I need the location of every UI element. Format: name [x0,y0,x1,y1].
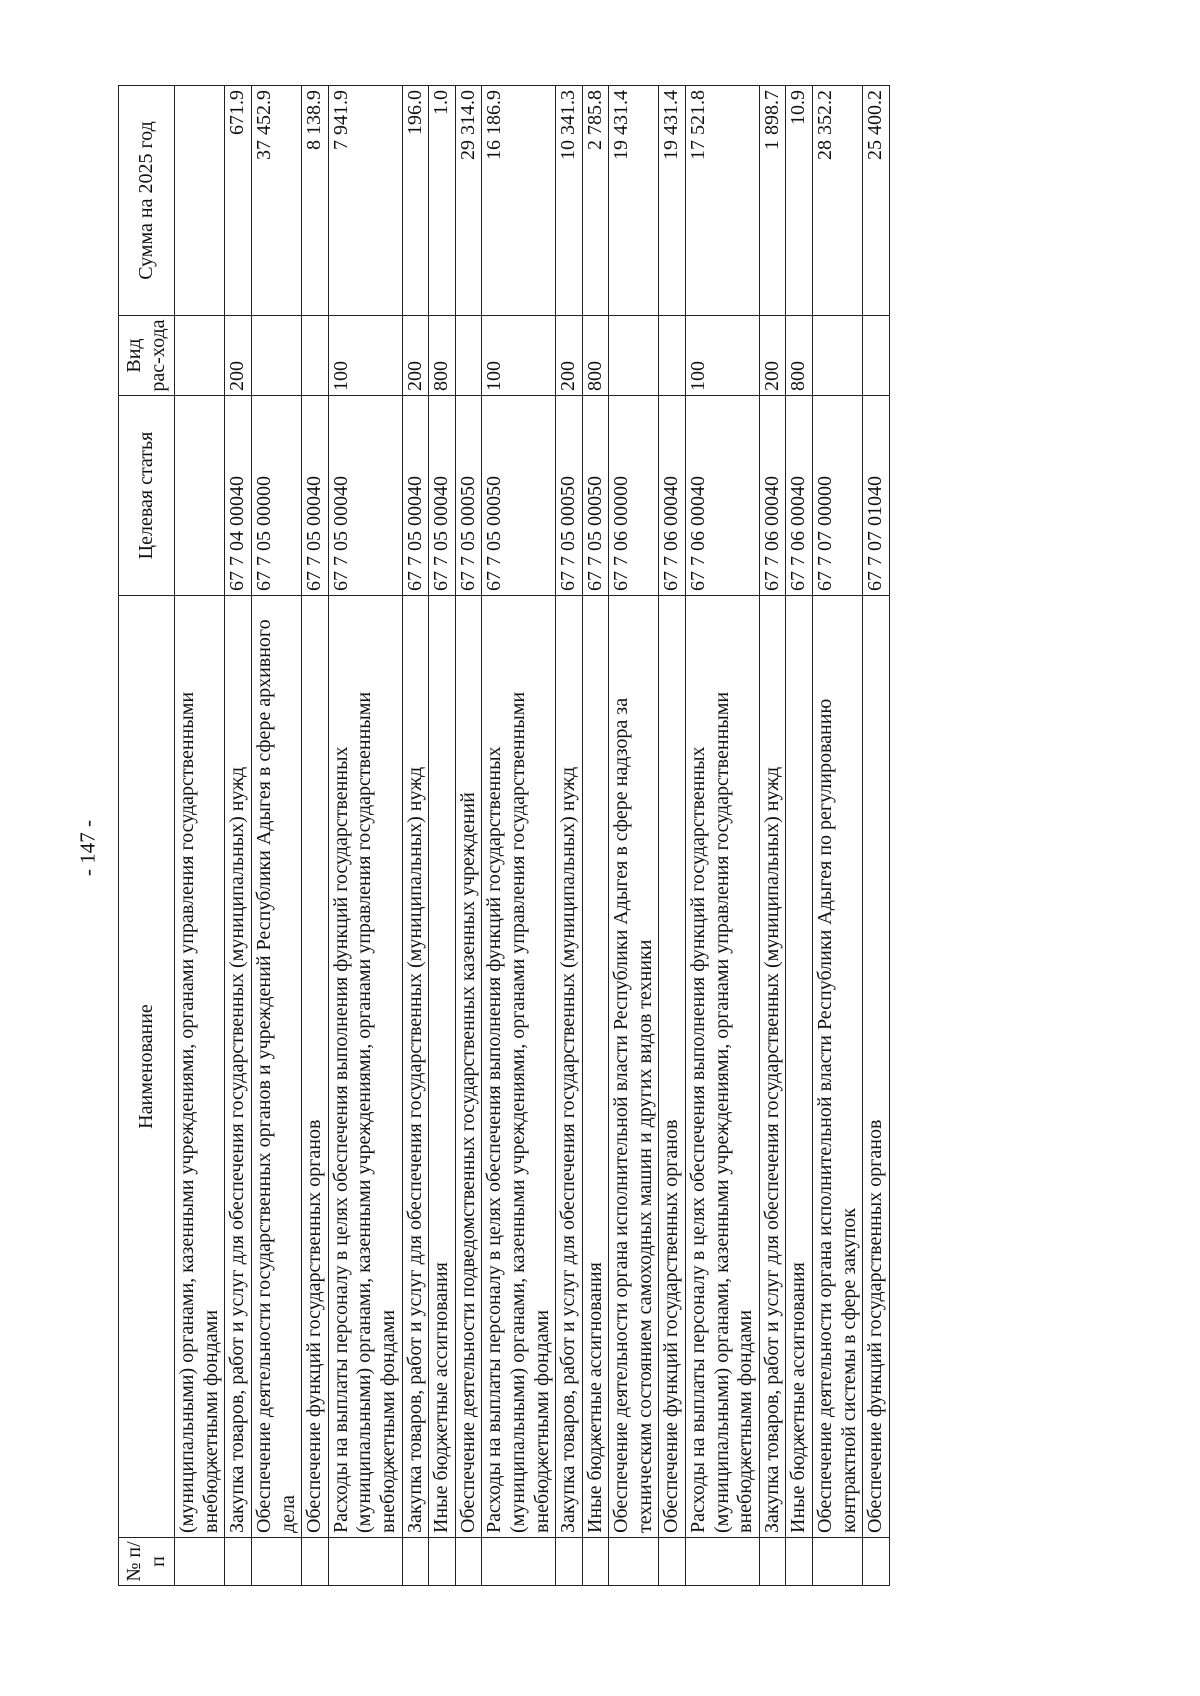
row-name: Закупка товаров, работ и услуг для обеспечения государственных (муниципальных) нужд [225,596,252,1538]
row-number [786,1538,813,1586]
row-type [659,316,686,396]
table-row [686,86,760,1586]
header-type: Вид рас-хода [119,316,175,396]
row-amount: 37 452.9 [251,86,301,316]
row-type: 200 [556,316,583,396]
row-type: 200 [759,316,786,396]
row-amount: 2 785.8 [582,86,609,316]
table-row [582,86,609,1586]
row-name: Обеспечение деятельности государственных органов и учреждений Республики Адыгея в сфере архивного дела [251,596,301,1538]
row-amount: 10 341.3 [556,86,583,316]
row-name: Расходы на выплаты персоналу в целях обеспечения выполнения функций государственных (муниципальными) органами, казенными учреждениями, органами управления государственными внебюджетными фондами [686,596,760,1538]
row-number [251,1538,301,1586]
row-type: 200 [225,316,252,396]
row-number [402,1538,429,1586]
row-name: Расходы на выплаты персоналу в целях обеспечения выполнения функций государственных (муниципальными) органами, казенными учреждениями, органами управления государственными внебюджетными фондами [328,596,402,1538]
row-amount: 17 521.8 [686,86,760,316]
row-code [175,396,225,596]
row-number [482,1538,556,1586]
row-type: 200 [402,316,429,396]
table-row [175,86,225,1586]
row-number [582,1538,609,1586]
row-amount: 28 352.2 [813,86,863,316]
row-name: Иные бюджетные ассигнования [786,596,813,1538]
row-code: 67 7 05 00040 [429,396,456,596]
header-code: Целевая статья [119,396,175,596]
row-code: 67 7 05 00040 [402,396,429,596]
row-type: 800 [429,316,456,396]
row-amount: 8 138.9 [302,86,329,316]
table-row [302,86,329,1586]
table-row [429,86,456,1586]
row-number [455,1538,482,1586]
row-amount: 671.9 [225,86,252,316]
table-row [813,86,863,1586]
row-code: 67 7 06 00040 [786,396,813,596]
header-name: Наименование [119,596,175,1538]
row-name: Закупка товаров, работ и услуг для обеспечения государственных (муниципальных) нужд [402,596,429,1538]
row-amount: 1.0 [429,86,456,316]
row-type [175,316,225,396]
header-number: № п/п [119,1538,175,1586]
row-number [175,1538,225,1586]
row-amount: 19 431.4 [659,86,686,316]
row-code: 67 7 05 00040 [302,396,329,596]
row-name: Иные бюджетные ассигнования [582,596,609,1538]
row-type [251,316,301,396]
row-name: Расходы на выплаты персоналу в целях обеспечения выполнения функций государственных (муниципальными) органами, казенными учреждениями, органами управления государственными внебюджетными фондами [482,596,556,1538]
row-name: (муниципальными) органами, казенными учреждениями, органами управления государственными внебюджетными фондами [175,596,225,1538]
table-row [251,86,301,1586]
row-code: 67 7 07 00000 [813,396,863,596]
table-row [786,86,813,1586]
row-number [813,1538,863,1586]
row-name: Обеспечение функций государственных органов [302,596,329,1538]
row-type: 800 [786,316,813,396]
table-row [659,86,686,1586]
row-name: Обеспечение деятельности подведомственных государственных казенных учреждений [455,596,482,1538]
row-number [686,1538,760,1586]
row-amount: 29 314.0 [455,86,482,316]
row-type [609,316,659,396]
table-row [328,86,402,1586]
row-amount: 1 898.7 [759,86,786,316]
row-code: 67 7 05 00050 [556,396,583,596]
row-name: Иные бюджетные ассигнования [429,596,456,1538]
row-number [659,1538,686,1586]
row-number [556,1538,583,1586]
row-code: 67 7 05 00000 [251,396,301,596]
row-code: 67 7 06 00040 [686,396,760,596]
row-code: 67 7 06 00000 [609,396,659,596]
row-amount: 10.9 [786,86,813,316]
row-code: 67 7 04 00040 [225,396,252,596]
row-type [863,316,890,396]
row-name: Обеспечение деятельности органа исполнительной власти Республики Адыгея по регулированию контрактной системы в сфере закупок [813,596,863,1538]
row-type [302,316,329,396]
row-code: 67 7 06 00040 [759,396,786,596]
row-amount [175,86,225,316]
row-number [759,1538,786,1586]
table-row [402,86,429,1586]
row-code: 67 7 06 00040 [659,396,686,596]
table-row [482,86,556,1586]
rotated-table-wrapper [118,86,890,1586]
row-amount: 25 400.2 [863,86,890,316]
row-number [429,1538,456,1586]
row-name: Закупка товаров, работ и услуг для обеспечения государственных (муниципальных) нужд [556,596,583,1538]
row-number [302,1538,329,1586]
row-code: 67 7 07 01040 [863,396,890,596]
row-type [813,316,863,396]
row-amount: 7 941.9 [328,86,402,316]
row-name: Закупка товаров, работ и услуг для обеспечения государственных (муниципальных) нужд [759,596,786,1538]
row-number [863,1538,890,1586]
row-code: 67 7 05 00050 [482,396,556,596]
row-type: 100 [686,316,760,396]
row-name: Обеспечение функций государственных органов [659,596,686,1538]
table-row [556,86,583,1586]
table-row [759,86,786,1586]
row-code: 67 7 05 00050 [582,396,609,596]
row-name: Обеспечение функций государственных органов [863,596,890,1538]
row-type [455,316,482,396]
budget-table [118,85,890,1586]
table-row [609,86,659,1586]
row-type: 100 [328,316,402,396]
row-number [328,1538,402,1586]
table-row [455,86,482,1586]
row-type: 100 [482,316,556,396]
row-type: 800 [582,316,609,396]
row-code: 67 7 05 00050 [455,396,482,596]
row-amount: 16 186.9 [482,86,556,316]
table-row [225,86,252,1586]
row-number [225,1538,252,1586]
row-number [609,1538,659,1586]
table-header-row [119,86,175,1586]
row-amount: 19 431.4 [609,86,659,316]
row-code: 67 7 05 00040 [328,396,402,596]
table-row [863,86,890,1586]
page-number: - 147 - [75,820,100,876]
row-amount: 196.0 [402,86,429,316]
row-name: Обеспечение деятельности органа исполнительной власти Республики Адыгея в сфере надзора за техническим состоянием самоходных машин и других видов техники [609,596,659,1538]
header-amount: Сумма на 2025 год [119,86,175,316]
